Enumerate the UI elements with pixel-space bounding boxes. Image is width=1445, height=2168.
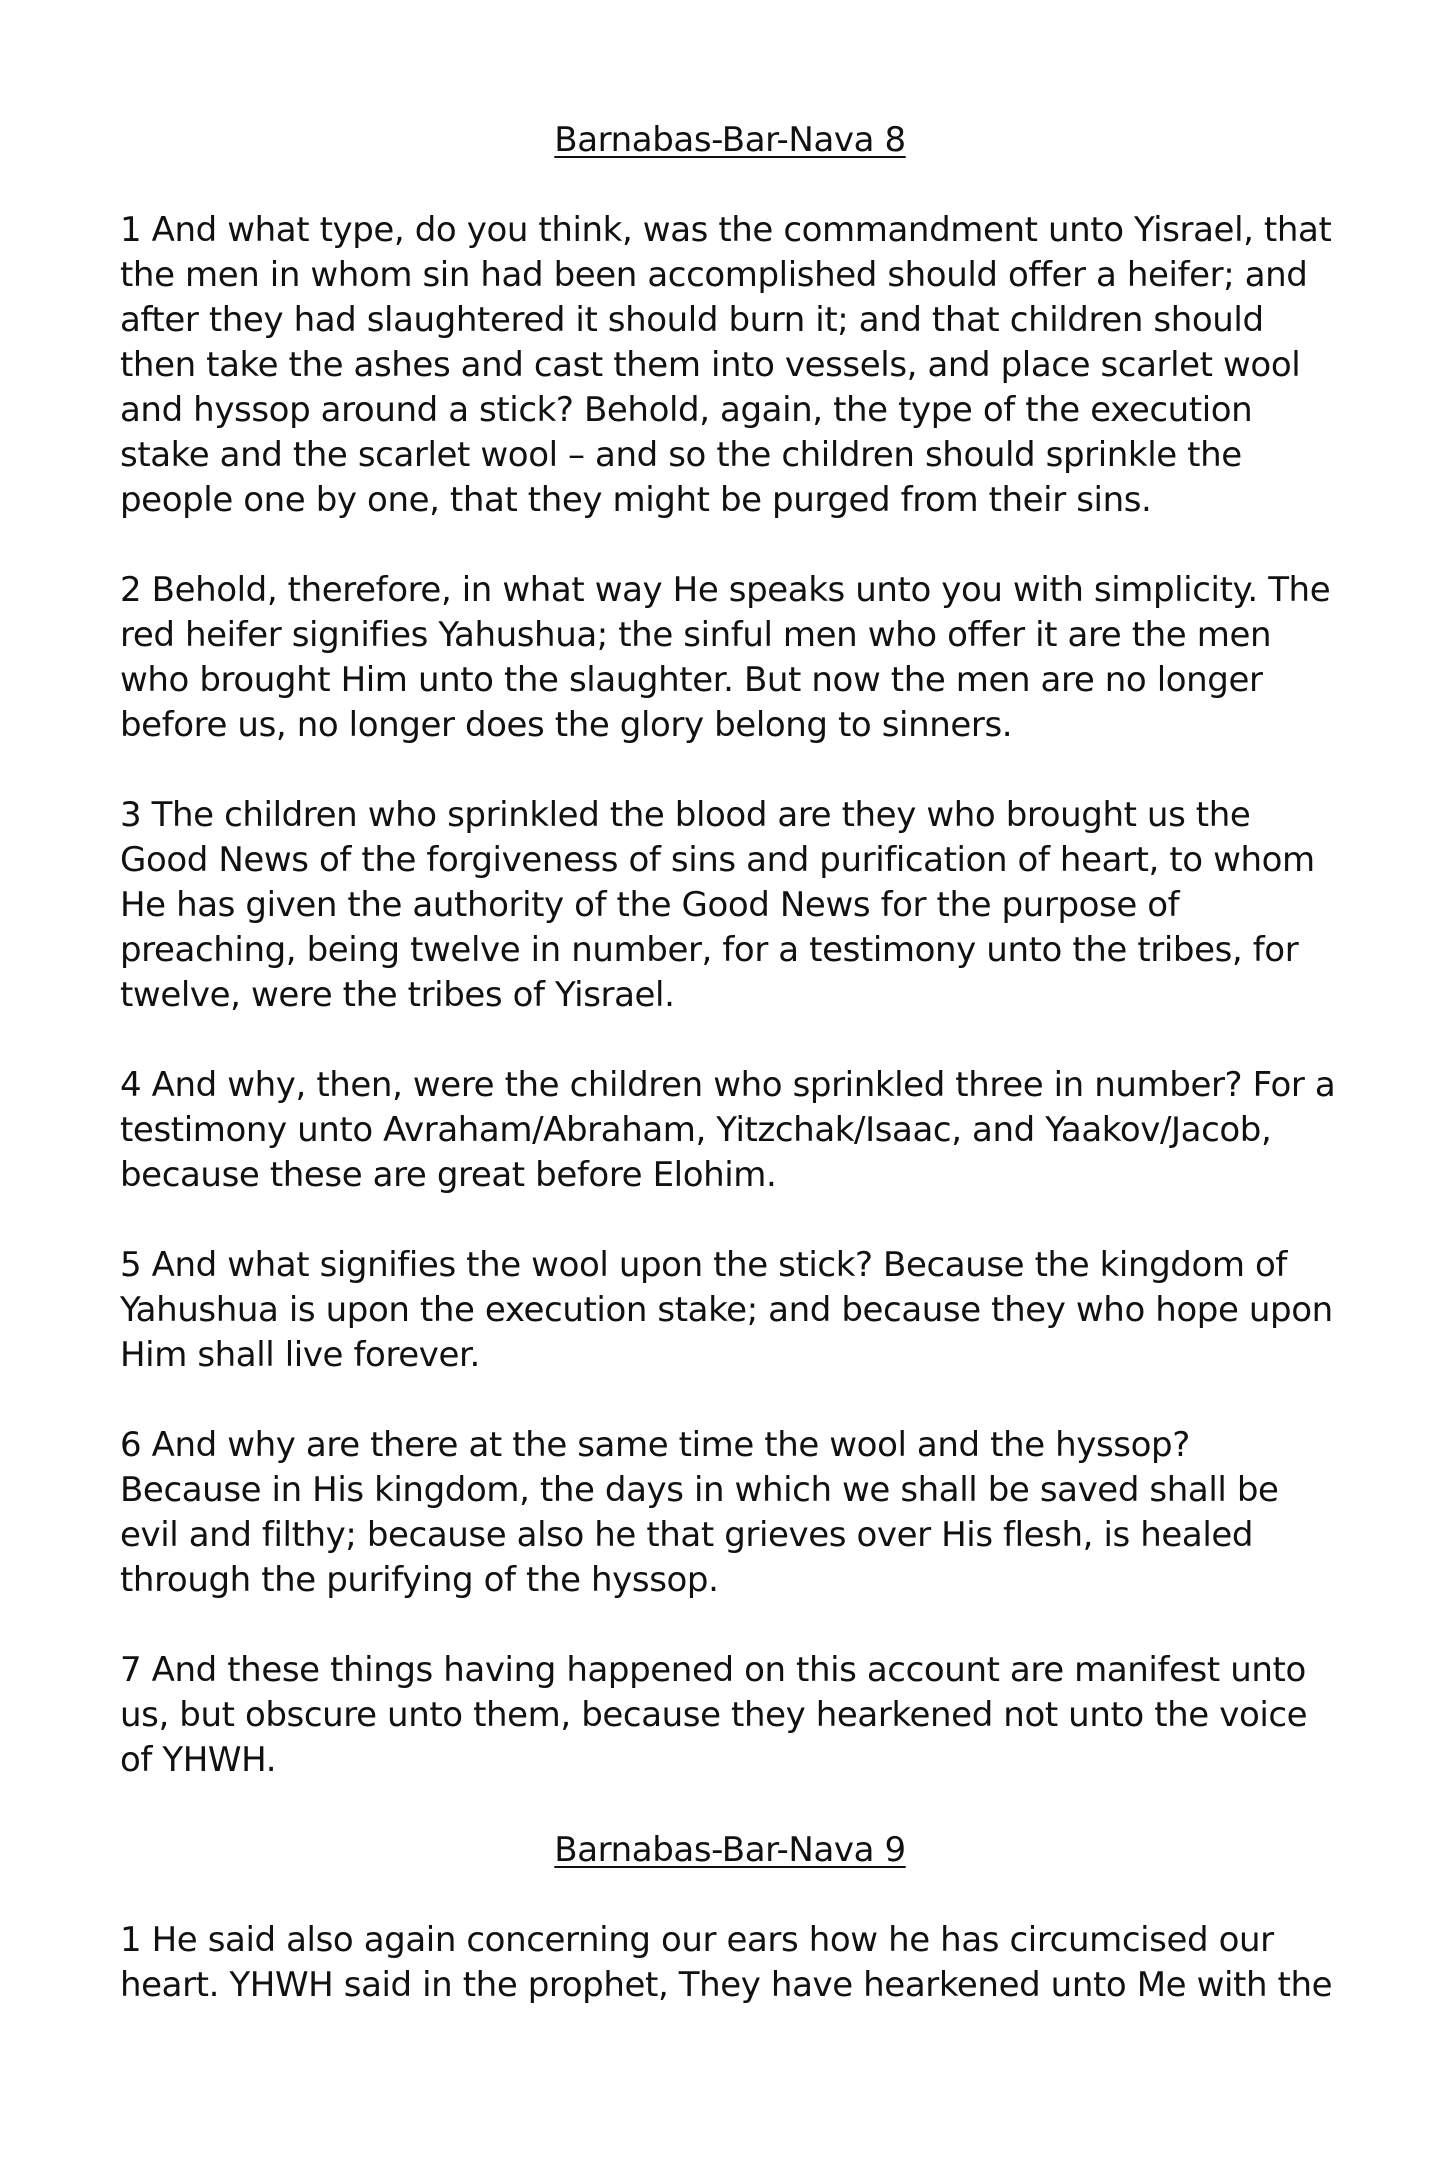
- verse-8-5: 5 And what signifies the wool upon the stick? Because the kingdom of Yahushua is upon the execution stake; and because they who hope upon Him shall live forever.: [120, 1245, 1333, 1375]
- chapter-heading-8: Barnabas-Bar-Nava 8: [554, 120, 906, 160]
- chapter-heading-9: Barnabas-Bar-Nava 9: [554, 1830, 906, 1870]
- verse-8-3: 3 The children who sprinkled the blood are they who brought us the Good News of the forgiveness of sins and purification of heart, to whom He has given the authority of the Good News for the purpose of preaching, being twelve in number, for a testimony unto the tribes, for twelve, were the tribes of Yisrael.: [120, 795, 1315, 1015]
- verse-8-4: 4 And why, then, were the children who sprinkled three in number? For a testimony unto Avraham/Abraham, Yitzchak/Isaac, and Yaakov/Jacob, because these are great before Elohim.: [120, 1065, 1336, 1195]
- verse-8-2: 2 Behold, therefore, in what way He speaks unto you with simplicity. The red heifer signifies Yahushua; the sinful men who offer it are the men who brought Him unto the slaughter. But now the men are no longer before us, no longer does the glory belong to sinners.: [120, 570, 1331, 745]
- verse-8-1: 1 And what type, do you think, was the commandment unto Yisrael, that the men in whom sin had been accomplished should offer a heifer; and after they had slaughtered it should burn it; and that children should then take the ashes and cast them into vessels, and place scarlet wool and hyssop around a stick? Behold, again, the type of the execution stake and the scarlet wool – and so the children should sprinkle the people one by one, that they might be purged from their sins.: [120, 210, 1332, 520]
- document-page: [120, 118, 1340, 2008]
- verse-8-6: 6 And why are there at the same time the wool and the hyssop? Because in His kingdom, the days in which we shall be saved shall be evil and filthy; because also he that grieves over His flesh, is healed through the purifying of the hyssop.: [120, 1425, 1279, 1600]
- verse-9-1: 1 He said also again concerning our ears how he has circumcised our heart. YHWH said in the prophet, They have hearkened unto Me with the: [120, 1920, 1333, 2005]
- verse-8-7: 7 And these things having happened on this account are manifest unto us, but obscure unto them, because they hearkened not unto the voice of YHWH.: [120, 1650, 1308, 1780]
